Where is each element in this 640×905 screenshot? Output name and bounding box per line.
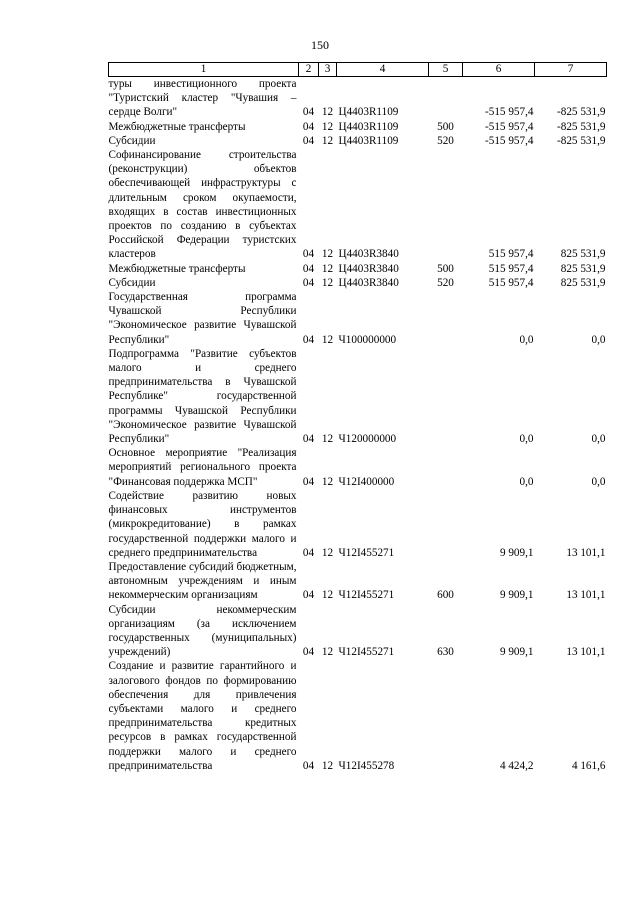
row-amount-year1: -515 957,4 xyxy=(485,120,534,133)
row-section: 04 xyxy=(302,134,315,147)
row-amount-year2: -825 531,9 xyxy=(557,106,606,119)
row-name: туры инвестиционного проекта "Туристский кластер "Чувашия – сердце Волги" xyxy=(108,78,297,119)
row-expense-type: 630 xyxy=(437,646,454,659)
row-amount-year2: 4 161,6 xyxy=(571,759,606,772)
table-row xyxy=(109,489,607,560)
row-target-item: Ч12I455271 xyxy=(338,546,395,559)
row-name: Содействие развитию новых финансовых инструментов (микрокредитование) в рамках государственной поддержки малого и среднего предпринимательства xyxy=(108,489,297,559)
row-amount-year1: 515 957,4 xyxy=(488,262,534,275)
table-row xyxy=(109,276,607,290)
row-name: Субсидии xyxy=(108,134,156,147)
table-row xyxy=(109,120,607,134)
row-target-item: Ч12I455271 xyxy=(338,646,395,659)
row-amount-year1: 0,0 xyxy=(519,475,534,488)
row-amount-year2: 825 531,9 xyxy=(560,262,606,275)
table-row xyxy=(109,603,607,660)
budget-table xyxy=(108,62,607,773)
row-expense-type: 500 xyxy=(437,120,454,133)
row-target-item: Ч12I400000 xyxy=(338,475,395,488)
row-amount-year2: -825 531,9 xyxy=(557,134,606,147)
row-amount-year2: 825 531,9 xyxy=(560,276,606,289)
row-subsection: 12 xyxy=(321,433,334,446)
row-section: 04 xyxy=(302,276,315,289)
row-name: Софинансирование строительства (реконструкции) объектов обеспечивающей инфраструктуры с длительным сроком окупаемости, входящих в состав инвестиционных проектов по созданию в субъектах Российской Федерации туристских кластеров xyxy=(108,149,297,261)
row-amount-year1: -515 957,4 xyxy=(485,106,534,119)
row-section: 04 xyxy=(302,646,315,659)
row-name: Государственная программа Чувашской Республики "Экономическое развитие Чувашской Республики" xyxy=(108,291,297,346)
row-name: Основное мероприятие "Реализация мероприятий регионального проекта "Финансовая поддержка МСП" xyxy=(108,447,297,488)
row-amount-year2: 13 101,1 xyxy=(566,546,606,559)
row-expense-type xyxy=(429,489,463,560)
row-subsection: 12 xyxy=(321,333,334,346)
row-target-item: Ц4403R1109 xyxy=(338,134,399,147)
row-target-item: Ч100000000 xyxy=(338,333,397,346)
row-amount-year1: 515 957,4 xyxy=(488,248,534,261)
header-amount-year2: 7 xyxy=(535,63,607,77)
row-amount-year2: 0,0 xyxy=(591,433,606,446)
table-row xyxy=(109,560,607,603)
row-name: Создание и развитие гарантийного и залогового фондов по формированию обеспечения для привлечения субъектами малого и среднего предпринимательства кредитных ресурсов в рамках государственной поддержки малого и среднего предпринимательства xyxy=(108,660,297,772)
header-section: 2 xyxy=(299,63,319,77)
row-amount-year1: 0,0 xyxy=(519,333,534,346)
row-name: Подпрограмма "Развитие субъектов малого и среднего предпринимательства в Чувашской Республике" государственной программы Чувашской Республики "Экономическое развитие Чувашской Республики" xyxy=(108,347,297,446)
row-section: 04 xyxy=(302,106,315,119)
row-expense-type: 600 xyxy=(437,589,454,602)
row-name: Межбюджетные трансферты xyxy=(108,120,246,133)
row-subsection: 12 xyxy=(321,546,334,559)
row-amount-year2: 825 531,9 xyxy=(560,248,606,261)
row-amount-year1: 515 957,4 xyxy=(488,276,534,289)
row-target-item: Ц4403R3840 xyxy=(338,276,399,289)
row-amount-year1: 9 909,1 xyxy=(499,546,534,559)
row-amount-year2: 13 101,1 xyxy=(566,589,606,602)
row-expense-type: 500 xyxy=(437,262,454,275)
row-amount-year1: 0,0 xyxy=(519,433,534,446)
table-row xyxy=(109,446,607,489)
row-section: 04 xyxy=(302,475,315,488)
table-row xyxy=(109,148,607,262)
row-amount-year1: -515 957,4 xyxy=(485,134,534,147)
row-target-item: Ц4403R3840 xyxy=(338,248,399,261)
row-expense-type xyxy=(429,659,463,773)
table-row xyxy=(109,77,607,120)
page-number: 150 xyxy=(311,38,329,52)
header-row xyxy=(109,63,607,77)
row-section: 04 xyxy=(302,546,315,559)
row-section: 04 xyxy=(302,262,315,275)
row-subsection: 12 xyxy=(321,759,334,772)
row-expense-type: 520 xyxy=(437,276,454,289)
row-target-item: Ц4403R1109 xyxy=(338,106,399,119)
row-subsection: 12 xyxy=(321,475,334,488)
row-target-item: Ч12I455278 xyxy=(338,759,395,772)
row-target-item: Ц4403R3840 xyxy=(338,262,399,275)
row-name: Предоставление субсидий бюджетным, автономным учреждениям и иным некоммерческим организациям xyxy=(108,560,297,602)
row-subsection: 12 xyxy=(321,248,334,261)
header-expense-type: 5 xyxy=(429,63,463,77)
row-subsection: 12 xyxy=(321,120,334,133)
row-name: Субсидии некоммерческим организациям (за исключением государственных (муниципальных) учреждений) xyxy=(108,603,297,659)
table-row xyxy=(109,134,607,148)
row-section: 04 xyxy=(302,759,315,772)
row-subsection: 12 xyxy=(321,589,334,602)
row-name: Субсидии xyxy=(108,276,156,289)
header-amount-year1: 6 xyxy=(463,63,535,77)
table-row xyxy=(109,659,607,773)
table-row xyxy=(109,262,607,276)
row-section: 04 xyxy=(302,120,315,133)
row-section: 04 xyxy=(302,589,315,602)
row-subsection: 12 xyxy=(321,646,334,659)
row-name: Межбюджетные трансферты xyxy=(108,262,246,275)
row-section: 04 xyxy=(302,433,315,446)
row-amount-year1: 4 424,2 xyxy=(499,759,534,772)
row-expense-type xyxy=(429,290,463,347)
row-amount-year1: 9 909,1 xyxy=(499,646,534,659)
row-subsection: 12 xyxy=(321,276,334,289)
row-expense-type: 520 xyxy=(437,134,454,147)
row-expense-type xyxy=(429,446,463,489)
row-subsection: 12 xyxy=(321,134,334,147)
header-name: 1 xyxy=(109,63,299,77)
row-target-item: Ч120000000 xyxy=(338,433,397,446)
row-expense-type xyxy=(429,77,463,120)
row-subsection: 12 xyxy=(321,106,334,119)
header-target-item: 4 xyxy=(337,63,429,77)
row-section: 04 xyxy=(302,248,315,261)
row-target-item: Ц4403R1109 xyxy=(338,120,399,133)
row-amount-year1: 9 909,1 xyxy=(499,589,534,602)
row-amount-year2: 0,0 xyxy=(591,333,606,346)
row-target-item: Ч12I455271 xyxy=(338,589,395,602)
header-subsection: 3 xyxy=(319,63,337,77)
row-section: 04 xyxy=(302,333,315,346)
table-row xyxy=(109,290,607,347)
row-expense-type xyxy=(429,347,463,446)
table-row xyxy=(109,347,607,446)
row-amount-year2: 13 101,1 xyxy=(566,646,606,659)
row-subsection: 12 xyxy=(321,262,334,275)
row-amount-year2: -825 531,9 xyxy=(557,120,606,133)
row-amount-year2: 0,0 xyxy=(591,475,606,488)
row-expense-type xyxy=(429,148,463,262)
